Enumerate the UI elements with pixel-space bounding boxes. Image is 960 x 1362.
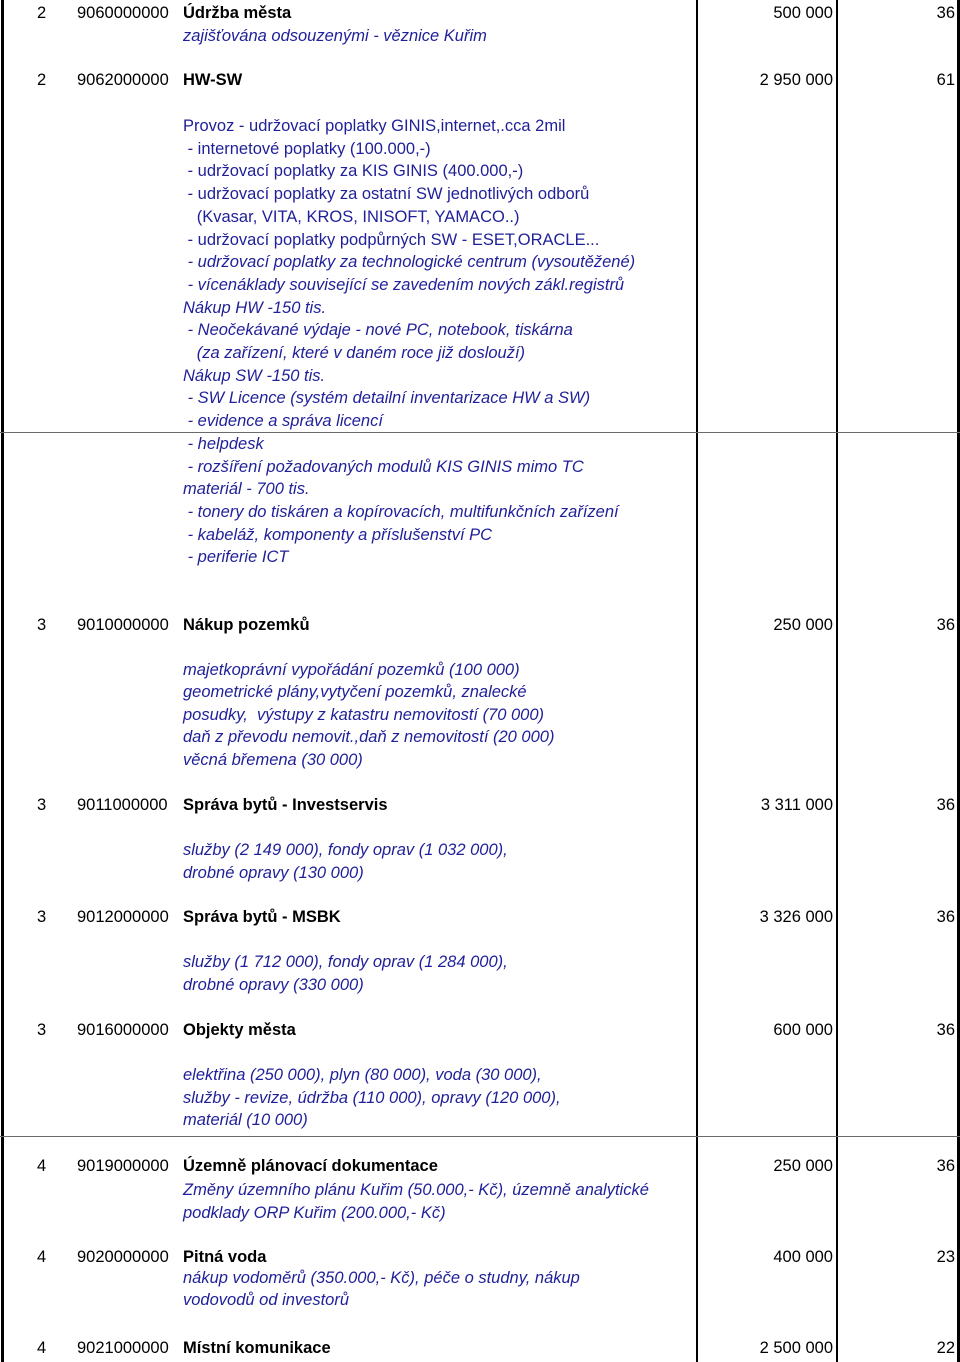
row-divider [0, 1136, 960, 1137]
row-title: Nákup pozemků [183, 616, 310, 634]
row-title: Údržba města [183, 4, 292, 22]
row-description-line: (Kvasar, VITA, KROS, INISOFT, YAMACO..) [183, 207, 520, 226]
row-code: 9020000000 [77, 1248, 169, 1266]
row-description-line: - SW Licence (systém detailní inventarizace HW a SW) [183, 389, 591, 408]
row-amount: 3 311 000 [760, 796, 833, 814]
row-percent: 22 [936, 1339, 955, 1357]
row-amount: 2 950 000 [759, 71, 833, 89]
row-level: 3 [37, 796, 47, 814]
row-description-line: - udržovací poplatky za KIS GINIS (400.000,-) [183, 162, 524, 181]
row-description-line: služby (1 712 000), fondy oprav (1 284 000), [183, 953, 508, 971]
row-percent: 36 [936, 616, 955, 634]
row-level: 2 [37, 71, 47, 89]
row-description-line: - internetové poplatky (100.000,-) [183, 139, 431, 158]
row-code: 9011000000 [77, 796, 168, 814]
row-description-line: - vícenáklady související se zavedením nových zákl.registrů [183, 275, 625, 294]
column-divider [1, 0, 4, 1362]
row-description-line: služby (2 149 000), fondy oprav (1 032 000), [183, 841, 508, 859]
row-description-line: daň z převodu nemovit.,daň z nemovitostí (20 000) [183, 728, 555, 747]
row-description-line: Provoz - udržovací poplatky GINIS,internet,.cca 2mil [183, 117, 566, 135]
row-percent: 36 [936, 1157, 955, 1175]
row-description-line: geometrické plány,vytyčení pozemků, znalecké [183, 683, 527, 702]
row-code: 9016000000 [77, 1021, 169, 1039]
row-level: 4 [37, 1339, 47, 1357]
row-level: 4 [37, 1248, 47, 1266]
row-percent: 36 [936, 796, 955, 814]
row-description-line: - kabeláž, komponenty a příslušenství PC [183, 525, 493, 544]
row-divider [0, 432, 960, 433]
row-description-line: - udržovací poplatky za technologické centrum (vysoutěžené) [183, 253, 636, 272]
row-description-line: - evidence a správa licencí [183, 412, 383, 431]
row-percent: 23 [936, 1248, 955, 1266]
row-description-line: elektřina (250 000), plyn (80 000), voda (30 000), [183, 1066, 542, 1084]
row-code: 9062000000 [77, 71, 169, 89]
row-percent: 36 [936, 4, 955, 22]
row-description-line: - Neočekávané výdaje - nové PC, notebook, tiskárna [183, 321, 573, 340]
row-description-line: materiál (10 000) [183, 1111, 308, 1129]
row-code: 9019000000 [77, 1157, 169, 1175]
row-level: 3 [37, 1021, 47, 1039]
row-description-line: - udržovací poplatky za ostatní SW jednotlivých odborů [183, 185, 590, 204]
row-amount: 250 000 [773, 616, 833, 634]
row-description-line: - periferie ICT [183, 548, 289, 567]
row-description-line: - tonery do tiskáren a kopírovacích, multifunkčních zařízení [183, 502, 619, 521]
row-description-line: Nákup HW -150 tis. [183, 298, 327, 317]
row-title: Pitná voda [183, 1248, 267, 1266]
row-code: 9060000000 [77, 4, 169, 22]
row-level: 3 [37, 616, 47, 634]
row-level: 2 [37, 4, 47, 22]
row-percent: 61 [936, 71, 955, 89]
row-title: Správa bytů - Investservis [183, 796, 388, 814]
row-description-line: nákup vodoměrů (350.000,- Kč), péče o studny, nákup [183, 1269, 580, 1287]
row-description-line: věcná břemena (30 000) [183, 750, 363, 769]
row-description-line: posudky, výstupy z katastru nemovitostí (70 000) [183, 705, 545, 724]
row-level: 4 [37, 1157, 47, 1175]
row-amount: 250 000 [773, 1157, 833, 1175]
row-percent: 36 [936, 1021, 955, 1039]
row-title: Územně plánovací dokumentace [183, 1157, 438, 1175]
row-title: Místní komunikace [183, 1339, 331, 1357]
row-level: 3 [37, 908, 47, 926]
column-divider [836, 0, 838, 1362]
row-description-line: drobné opravy (130 000) [183, 863, 364, 882]
row-amount: 500 000 [773, 4, 833, 22]
row-description-line: - udržovací poplatky podpůrných SW - ESET,ORACLE... [183, 230, 600, 249]
row-description-line: majetkoprávní vypořádání pozemků (100 000) [183, 661, 520, 679]
column-divider [696, 0, 698, 1362]
row-description-line: podklady ORP Kuřim (200.000,- Kč) [183, 1204, 446, 1222]
row-code: 9012000000 [77, 908, 169, 926]
row-description-line: - rozšíření požadovaných modulů KIS GINIS mimo TC [183, 457, 584, 476]
row-description-line: zajišťována odsouzenými - věznice Kuřim [183, 27, 487, 45]
row-description-line: (za zařízení, které v daném roce již doslouží) [183, 344, 526, 362]
row-code: 9021000000 [77, 1339, 169, 1357]
row-description-line: Nákup SW -150 tis. [183, 366, 326, 385]
row-description-line: - helpdesk [183, 434, 264, 453]
row-description-line: služby - revize, údržba (110 000), opravy (120 000), [183, 1088, 561, 1107]
row-code: 9010000000 [77, 616, 169, 634]
row-amount: 3 326 000 [759, 908, 833, 926]
row-description-line: Změny územního plánu Kuřim (50.000,- Kč), územně analytické [183, 1181, 649, 1199]
row-title: Správa bytů - MSBK [183, 908, 341, 926]
row-description-line: vodovodů od investorů [183, 1291, 350, 1309]
row-amount: 600 000 [773, 1021, 833, 1039]
row-percent: 36 [936, 908, 955, 926]
row-description-line: materiál - 700 tis. [183, 480, 310, 499]
row-amount: 2 500 000 [759, 1339, 833, 1357]
row-title: HW-SW [183, 71, 243, 89]
row-amount: 400 000 [773, 1248, 833, 1266]
row-description-line: drobné opravy (330 000) [183, 975, 364, 994]
row-title: Objekty města [183, 1021, 296, 1039]
